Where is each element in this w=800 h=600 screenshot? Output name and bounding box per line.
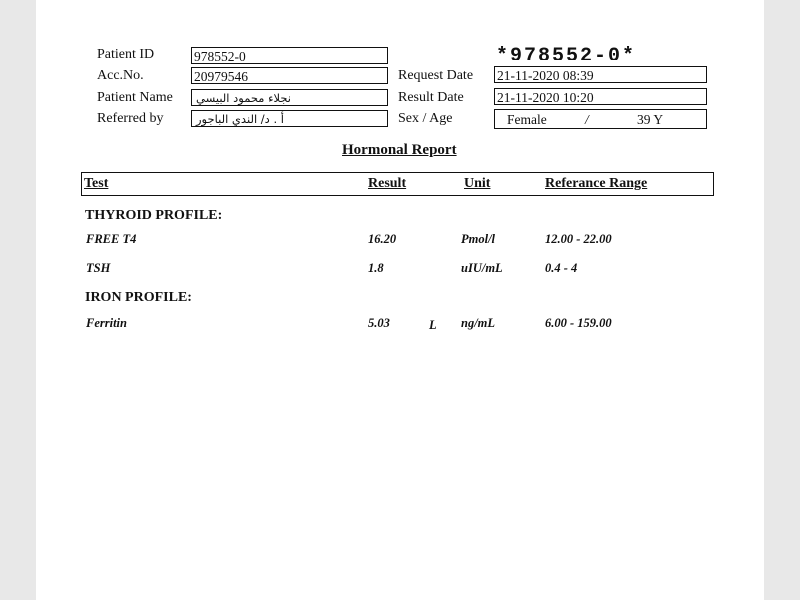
table-row-result: 1.8: [368, 261, 384, 275]
table-row-range: 0.4 - 4: [545, 261, 578, 275]
referred-by-field: أ . د/ الندي الباجور: [191, 110, 388, 127]
sex-age-field: [494, 109, 707, 129]
result-date-field: 21-11-2020 10:20: [494, 88, 707, 105]
column-header-result: Result: [368, 176, 407, 191]
table-row-result: 16.20: [368, 232, 397, 246]
column-header-test: Test: [84, 176, 109, 191]
age-value: 39 Y: [637, 112, 664, 127]
table-row-range: 6.00 - 159.00: [545, 316, 612, 330]
referred-by-label: Referred by: [97, 111, 164, 126]
report-title: Hormonal Report: [342, 142, 457, 158]
request-date-field: 21-11-2020 08:39: [494, 66, 707, 83]
table-row-unit: Pmol/l: [461, 232, 496, 246]
request-date-label: Request Date: [398, 68, 474, 83]
low-flag: L: [429, 318, 437, 332]
patient-id-label: Patient ID: [97, 47, 155, 62]
barcode-text: *978552-0*: [496, 46, 637, 60]
table-row-result: 5.03: [368, 316, 390, 330]
result-date-label: Result Date: [398, 90, 464, 105]
column-header-unit: Unit: [464, 176, 491, 191]
acc-no-label: Acc.No.: [97, 68, 144, 83]
section-heading-thyroid: THYROID PROFILE:: [85, 208, 223, 223]
report-page: [36, 0, 764, 600]
sex-value: Female: [507, 112, 547, 127]
patient-name-label: Patient Name: [97, 90, 173, 105]
table-row-test: Ferritin: [86, 316, 127, 330]
table-row-range: 12.00 - 22.00: [545, 232, 612, 246]
table-row-unit: uIU/mL: [461, 261, 503, 275]
acc-no-field: 20979546: [191, 67, 388, 84]
table-row-unit: ng/mL: [461, 316, 496, 330]
table-row-test: TSH: [86, 261, 111, 275]
sex-age-separator: /: [585, 112, 589, 127]
patient-id-field: 978552-0: [191, 47, 388, 64]
section-heading-iron: IRON PROFILE:: [85, 290, 192, 305]
sex-age-label: Sex / Age: [398, 111, 453, 126]
table-row-test: FREE T4: [86, 232, 137, 246]
column-header-range: Referance Range: [545, 176, 648, 191]
patient-name-field: نجلاء محمود البيسي: [191, 89, 388, 106]
